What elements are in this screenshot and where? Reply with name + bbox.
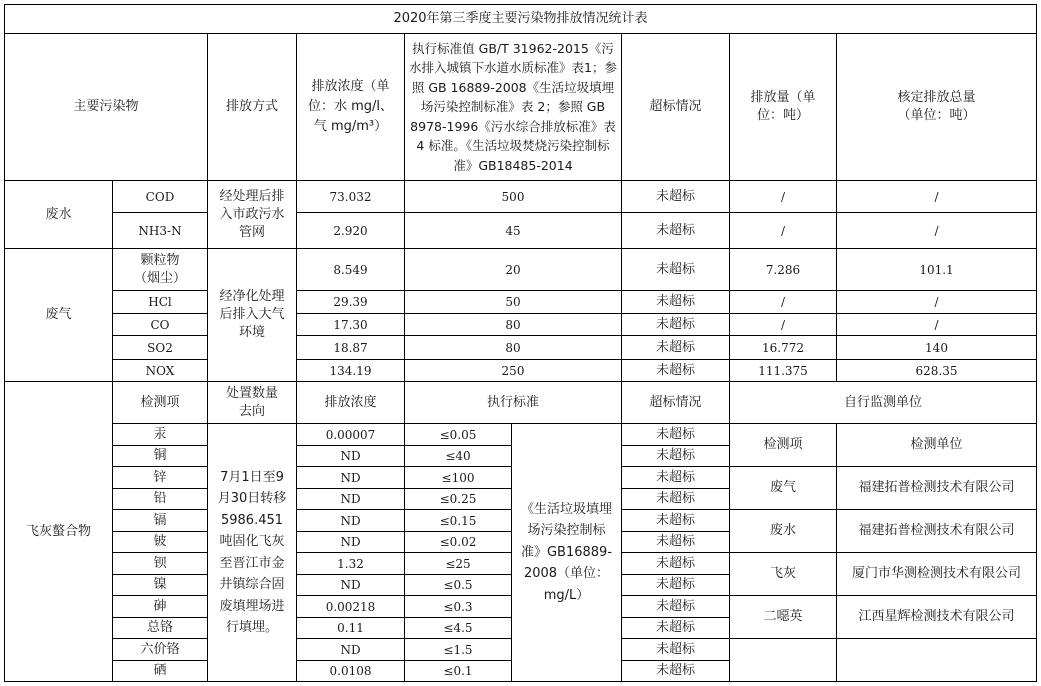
wastewater-exceed-status — [621, 180, 730, 213]
flyash-item — [112, 466, 208, 489]
flyash-item-text: 总铬 — [146, 620, 173, 635]
wastewater-total — [836, 180, 1037, 213]
flyash-exceed-status — [621, 552, 730, 575]
monitor-unit — [836, 595, 1037, 639]
flyash-item — [112, 509, 208, 532]
wastegas-exceed-status — [621, 290, 730, 314]
wastegas-exceed-status — [621, 359, 730, 382]
flyash-concentration — [296, 552, 405, 575]
wastewater-concentration-text: 73.032 — [329, 189, 372, 204]
wastegas-amount-text: / — [780, 295, 786, 309]
flyash-concentration — [296, 488, 405, 510]
wastegas-standard-text: 50 — [505, 295, 521, 309]
wastegas-exceed-status-text: 未超标 — [655, 339, 695, 355]
flyash-concentration-text: ND — [340, 642, 361, 657]
monitor-unit — [836, 466, 1037, 510]
table-title-text: 2020年第三季度主要污染物排放情况统计表 — [393, 11, 648, 26]
flyash-exceed-status — [621, 595, 730, 618]
wastewater-total-text: / — [934, 189, 939, 204]
flyash-item-text: 钡 — [153, 555, 167, 571]
monitor-unit-text: 福建拓普检测技术有限公司 — [858, 480, 1015, 495]
wastegas-standard — [404, 248, 622, 291]
flyash-exceed-status-text: 未超标 — [655, 512, 695, 528]
wastegas-concentration-text: 29.39 — [333, 295, 368, 309]
flyash-exceed-status-text: 未超标 — [655, 491, 695, 506]
wastegas-standard — [404, 290, 622, 314]
wastewater-exceed-status-text: 未超标 — [655, 188, 695, 204]
flyash-exceed-status — [621, 574, 730, 596]
flyash-exceed-status — [621, 509, 730, 532]
flyash-exceed-status — [621, 445, 730, 467]
wastegas-standard-text: 250 — [501, 363, 525, 378]
flyash-limit-text: ≤0.3 — [443, 599, 473, 614]
wastegas-item — [112, 359, 208, 382]
wastegas-total-text: 628.35 — [915, 363, 958, 378]
flyash-header-standard — [404, 381, 622, 424]
wastegas-exceed-status-text: 未超标 — [655, 362, 695, 378]
wastegas-item-text: NOX — [145, 363, 175, 378]
wastegas-method — [207, 248, 297, 382]
wastegas-amount-text: 7.286 — [765, 262, 801, 277]
wastegas-standard-text: 80 — [505, 317, 521, 332]
wastegas-exceed-status — [621, 335, 730, 360]
flyash-standard-reference — [511, 423, 622, 682]
flyash-concentration-text: ND — [340, 470, 361, 485]
flyash-limit — [404, 445, 512, 467]
monitor-unit-text: 福建拓普检测技术有限公司 — [858, 523, 1015, 538]
wastegas-concentration — [296, 290, 405, 314]
monitor-header-unit-text: 检测单位 — [910, 437, 963, 452]
flyash-exceed-status-text: 未超标 — [655, 598, 695, 614]
flyash-concentration-text: ND — [340, 513, 361, 528]
flyash-exceed-status-text: 未超标 — [655, 469, 695, 485]
flyash-concentration — [296, 574, 405, 596]
flyash-limit — [404, 574, 512, 596]
flyash-exceed-status-text: 未超标 — [655, 577, 695, 592]
flyash-exceed-status-text: 未超标 — [655, 620, 695, 635]
flyash-exceed-status — [621, 488, 730, 510]
flyash-item-text: 汞 — [153, 426, 167, 442]
flyash-header-monitor-text: 自行监测单位 — [843, 394, 922, 410]
wastegas-item — [112, 290, 208, 314]
monitor-item-text: 废气 — [769, 480, 796, 495]
flyash-item-text: 铍 — [153, 534, 167, 549]
flyash-concentration — [296, 660, 405, 682]
monitor-item — [729, 638, 837, 682]
flyash-header-exceed — [621, 381, 730, 424]
flyash-limit-text: ≤0.1 — [443, 664, 473, 678]
header-concentration — [296, 33, 405, 181]
header-exceed — [621, 33, 730, 181]
wastegas-total-text: 101.1 — [919, 262, 954, 277]
wastewater-concentration-text: 2.920 — [333, 223, 368, 238]
flyash-exceed-status — [621, 531, 730, 553]
wastegas-standard-text: 80 — [505, 340, 521, 355]
wastegas-amount — [729, 313, 837, 336]
wastegas-concentration-text: 8.549 — [333, 262, 368, 277]
flyash-concentration-text: ND — [340, 492, 361, 506]
flyash-limit — [404, 617, 512, 639]
flyash-item — [112, 574, 208, 596]
wastewater-category-text: 废水 — [45, 206, 72, 222]
wastewater-concentration — [296, 180, 405, 213]
flyash-item-text: 铜 — [153, 448, 167, 463]
wastegas-total — [836, 335, 1037, 360]
wastegas-total — [836, 313, 1037, 336]
flyash-limit — [404, 660, 512, 682]
monitor-unit-text: 江西星辉检测技术有限公司 — [858, 609, 1015, 624]
flyash-concentration — [296, 638, 405, 661]
wastegas-method-text: 经净化处理后排入大气环境 — [219, 289, 285, 340]
flyash-header-item-text: 检测项 — [140, 394, 180, 410]
wastegas-exceed-status — [621, 248, 730, 291]
wastegas-amount-text: 16.772 — [762, 340, 804, 355]
wastegas-exceed-status-text: 未超标 — [655, 294, 695, 309]
flyash-limit — [404, 509, 512, 532]
flyash-exceed-status — [621, 660, 730, 682]
wastegas-item-text: 颗粒物（烟尘） — [133, 252, 186, 286]
wastegas-total — [836, 290, 1037, 314]
flyash-item-text: 锌 — [153, 469, 167, 485]
flyash-concentration-text: 0.0108 — [329, 664, 372, 678]
wastegas-concentration — [296, 248, 405, 291]
flyash-item-text: 砷 — [153, 598, 167, 614]
flyash-concentration — [296, 423, 405, 446]
header-method — [207, 33, 297, 181]
monitor-item — [729, 595, 837, 639]
flyash-concentration-text: 0.11 — [337, 621, 364, 635]
monitor-item-text: 废水 — [769, 523, 796, 538]
wastegas-amount-text: / — [780, 317, 786, 332]
wastewater-exceed-status — [621, 212, 730, 249]
header-total-text: 核定排放总量（单位：吨） — [897, 90, 976, 123]
wastegas-amount — [729, 335, 837, 360]
table-title — [4, 4, 1037, 34]
monitor-item-text: 飞灰 — [769, 566, 796, 581]
flyash-exceed-status-text: 未超标 — [655, 534, 695, 549]
flyash-item — [112, 531, 208, 553]
flyash-limit-text: ≤0.02 — [439, 535, 477, 549]
header-amount — [729, 33, 837, 181]
flyash-category — [4, 381, 113, 682]
wastegas-concentration — [296, 313, 405, 336]
flyash-item — [112, 423, 208, 446]
flyash-limit-text: ≤4.5 — [443, 621, 473, 635]
flyash-exceed-status-text: 未超标 — [655, 555, 695, 571]
monitor-header-item-text: 检测项 — [763, 437, 803, 452]
wastewater-item-text: NH3-N — [138, 223, 182, 238]
wastegas-amount-text: 111.375 — [758, 363, 808, 378]
flyash-limit-text: ≤0.5 — [443, 578, 473, 592]
wastewater-amount — [729, 180, 837, 213]
flyash-limit-text: ≤1.5 — [443, 642, 473, 657]
flyash-item-text: 镍 — [153, 577, 167, 592]
wastegas-total — [836, 248, 1037, 291]
wastegas-concentration-text: 134.19 — [329, 363, 372, 378]
flyash-header-standard-text: 执行标准 — [486, 394, 539, 410]
flyash-header-concentration — [296, 381, 405, 424]
monitor-header-item — [729, 423, 837, 467]
flyash-exceed-status-text: 未超标 — [655, 663, 695, 678]
flyash-item-text: 硒 — [153, 663, 167, 678]
header-standard-text: 执行标准值 GB/T 31962-2015《污水排入城镇下水道水质标准》表1；参照 GB 16889-2008《生活垃圾填埋场污染控制标准》表 2；参照 GB 8978-1996《污水综合排放标准》表 4 标准。《生活垃圾焚烧污染控制标准》GB18485-2014 — [409, 40, 617, 173]
flyash-concentration-text: ND — [340, 578, 361, 592]
flyash-concentration-text: 1.32 — [337, 556, 364, 571]
flyash-item — [112, 595, 208, 618]
flyash-exceed-status-text: 未超标 — [655, 448, 695, 463]
flyash-header-item — [112, 381, 208, 424]
flyash-exceed-status — [621, 466, 730, 489]
wastegas-standard — [404, 335, 622, 360]
wastegas-item — [112, 313, 208, 336]
wastewater-method-text: 经处理后排入市政污水管网 — [219, 188, 285, 240]
flyash-concentration — [296, 617, 405, 639]
flyash-item — [112, 488, 208, 510]
wastewater-category — [4, 180, 113, 249]
wastegas-item-text: CO — [150, 317, 170, 332]
monitor-item-text: 二噁英 — [763, 609, 803, 624]
monitor-unit — [836, 552, 1037, 596]
flyash-exceed-status-text: 未超标 — [655, 426, 695, 442]
flyash-exceed-status — [621, 423, 730, 446]
flyash-concentration — [296, 445, 405, 467]
flyash-limit-text: ≤0.05 — [439, 427, 477, 442]
header-standard — [404, 33, 622, 181]
flyash-concentration-text: 0.00007 — [325, 427, 376, 442]
wastewater-concentration — [296, 212, 405, 249]
wastewater-standard-text: 500 — [501, 189, 525, 204]
flyash-header-monitor — [729, 381, 1037, 424]
wastewater-method — [207, 180, 297, 249]
flyash-limit — [404, 488, 512, 510]
flyash-concentration-text: ND — [340, 535, 361, 549]
flyash-exceed-status — [621, 638, 730, 661]
wastegas-total-text: / — [934, 295, 939, 309]
wastegas-concentration — [296, 335, 405, 360]
flyash-header-concentration-text: 排放浓度 — [324, 394, 377, 410]
wastewater-amount-text: / — [780, 223, 786, 238]
wastegas-item — [112, 335, 208, 360]
flyash-limit — [404, 638, 512, 661]
wastewater-total — [836, 212, 1037, 249]
wastegas-standard — [404, 359, 622, 382]
wastegas-total-text: / — [934, 317, 939, 332]
monitor-header-unit — [836, 423, 1037, 467]
flyash-disposal-description — [207, 423, 297, 682]
wastegas-category — [4, 248, 113, 382]
wastegas-amount — [729, 290, 837, 314]
wastewater-standard — [404, 212, 622, 249]
flyash-concentration-text: 0.00218 — [325, 599, 376, 614]
flyash-header-exceed-text: 超标情况 — [649, 394, 702, 410]
wastegas-item — [112, 248, 208, 291]
wastewater-item-text: COD — [145, 189, 175, 204]
flyash-header-disposal-text: 处置数量去向 — [225, 385, 278, 419]
flyash-item — [112, 660, 208, 682]
flyash-item-text: 镉 — [153, 512, 167, 528]
wastegas-amount — [729, 359, 837, 382]
flyash-item-text: 铅 — [153, 491, 167, 506]
flyash-limit-text: ≤25 — [445, 556, 471, 571]
monitor-unit — [836, 509, 1037, 553]
flyash-concentration — [296, 466, 405, 489]
flyash-concentration — [296, 531, 405, 553]
flyash-standard-reference-text: 《生活垃圾填埋场污染控制标准》GB16889-2008（单位：mg/L） — [520, 501, 613, 603]
flyash-limit-text: ≤0.15 — [439, 513, 477, 528]
flyash-concentration — [296, 509, 405, 532]
header-exceed-text: 超标情况 — [649, 99, 702, 114]
flyash-limit — [404, 423, 512, 446]
flyash-header-disposal — [207, 381, 297, 424]
flyash-category-text: 飞灰螯合物 — [25, 523, 91, 539]
flyash-exceed-status-text: 未超标 — [655, 641, 695, 657]
flyash-limit — [404, 531, 512, 553]
wastegas-concentration-text: 17.30 — [333, 317, 368, 332]
wastewater-amount — [729, 212, 837, 249]
wastegas-concentration-text: 18.87 — [333, 340, 368, 355]
flyash-item-text: 六价铬 — [140, 641, 180, 657]
flyash-item — [112, 552, 208, 575]
wastegas-total-text: 140 — [925, 340, 948, 355]
flyash-limit — [404, 595, 512, 618]
wastegas-exceed-status — [621, 313, 730, 336]
monitor-unit-text: 厦门市华测检测技术有限公司 — [851, 566, 1021, 581]
header-amount-text: 排放量（单位：吨） — [750, 90, 816, 123]
wastegas-exceed-status-text: 未超标 — [655, 261, 695, 277]
monitor-item — [729, 509, 837, 553]
flyash-exceed-status — [621, 617, 730, 639]
flyash-limit — [404, 552, 512, 575]
wastegas-item-text: SO2 — [147, 340, 173, 355]
wastewater-total-text: / — [934, 223, 939, 238]
wastewater-amount-text: / — [780, 189, 786, 204]
wastegas-item-text: HCl — [148, 295, 172, 309]
flyash-item — [112, 445, 208, 467]
flyash-limit — [404, 466, 512, 489]
flyash-limit-text: ≤0.25 — [439, 492, 477, 506]
wastegas-exceed-status-text: 未超标 — [655, 316, 695, 332]
wastegas-category-text: 废气 — [45, 307, 72, 322]
flyash-item — [112, 617, 208, 639]
wastewater-item — [112, 212, 208, 249]
monitor-item — [729, 552, 837, 596]
monitor-unit — [836, 638, 1037, 682]
wastewater-standard — [404, 180, 622, 213]
wastegas-standard — [404, 313, 622, 336]
flyash-item — [112, 638, 208, 661]
wastegas-total — [836, 359, 1037, 382]
wastegas-concentration — [296, 359, 405, 382]
header-method-text: 排放方式 — [225, 99, 278, 114]
header-pollutant — [4, 33, 208, 181]
flyash-limit-text: ≤100 — [441, 470, 475, 485]
monitor-item — [729, 466, 837, 510]
wastewater-standard-text: 45 — [505, 223, 521, 238]
wastewater-item — [112, 180, 208, 213]
header-pollutant-text: 主要污染物 — [73, 99, 139, 114]
wastegas-amount — [729, 248, 837, 291]
wastewater-exceed-status-text: 未超标 — [655, 222, 695, 238]
header-total — [836, 33, 1037, 181]
flyash-concentration-text: ND — [340, 449, 361, 463]
flyash-limit-text: ≤40 — [445, 449, 471, 463]
header-concentration-text: 排放浓度（单位：水 mg/l、气 mg/m³） — [307, 79, 394, 134]
flyash-concentration — [296, 595, 405, 618]
flyash-disposal-description-text: 7月1日至9月30日转移5986.451吨固化飞灰至晋江市金井镇综合固废填埋场进行填埋。 — [217, 469, 287, 635]
wastegas-standard-text: 20 — [505, 262, 521, 277]
